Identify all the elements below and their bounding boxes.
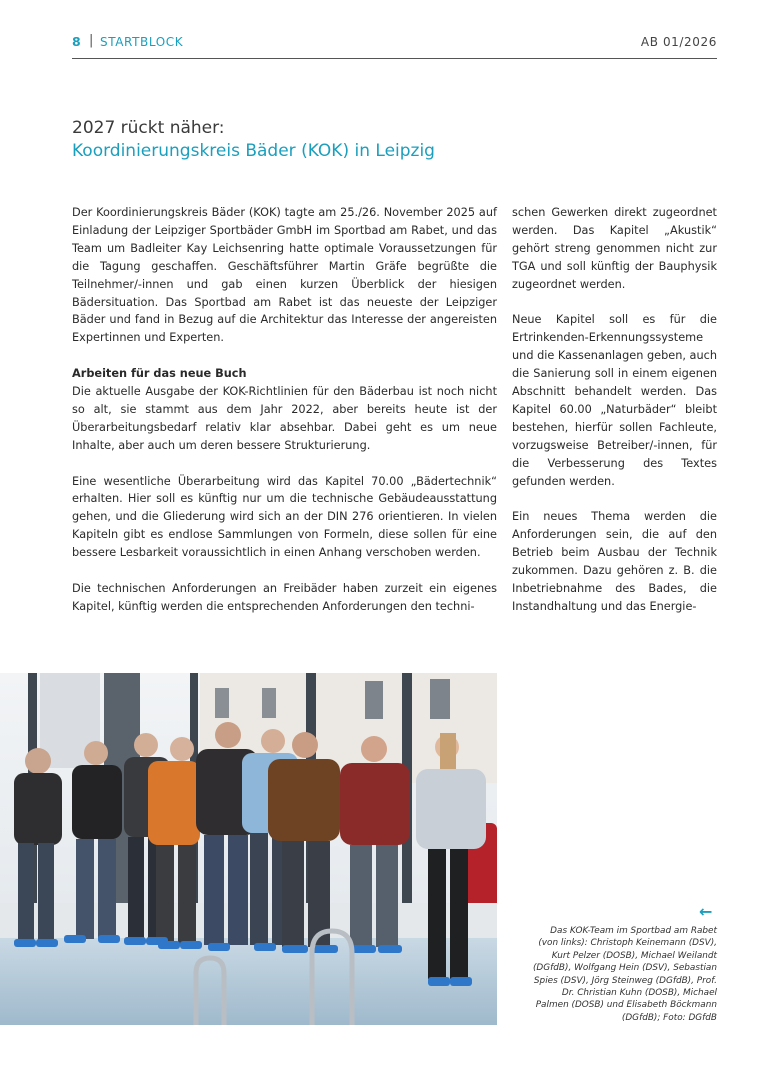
section-label: STARTBLOCK (100, 35, 184, 49)
paragraph: Ein neues Thema werden die Anforderungen sein, die auf den Betrieb beim Ausbau der Technik zukommen. Dazu gehören z. B. die Inbetriebnahme des Bades, die Instandhaltung und das Energie- (512, 510, 717, 613)
paragraph: Neue Kapitel soll es für die Ertrinkenden-Erkennungssysteme und die Kassenanlagen geben, auch die Sanierung soll in einem eigenen Abschnitt behandelt werden. Das Kapitel 60.00 „Naturbäder“ bleibt bestehen, hierfür sollen Fachleute, vorzugsweise Betreiber/-innen, für die Verbesserung des Textes gefunden werden. (512, 313, 717, 488)
photo-caption: Das KOK-Team im Sportbad am Rabet (von links): Christoph Keinemann (DSV), Kurt Pelzer (DOSB), Michael Weilandt (DGfdB), Wolfgang Hein (DSV), Sebastian Spies (DSV), Jörg Steinweg (DGfdB), Prof. Dr. Christian Kuhn (DOSB), Michael Palmen (DOSB) und Elisabeth Böckmann (DGfdB); Foto: DGfdB (532, 926, 717, 1023)
paragraph: Der Koordinierungskreis Bäder (KOK) tagte am 25./26. November 2025 auf Einladung der Leipziger Sportbäder GmbH im Sportbad am Rabet, und das Team um Badleiter Kay Leichsenring hatte optimale Voraussetzungen für die Tagung geschaffen. Geschäftsführer Martin Gräfe begrüßte die Teilnehmer/-innen und gab einen kurzen Überblick der hiesigen Bädersituation. Das Sportbad am Rabet ist das neueste der Leipziger Bäder und fand in Bezug auf die Architektur das Interesse der angereisten Expertinnen und Experten. (72, 206, 497, 345)
page-number: 8 (72, 34, 82, 49)
paragraph: Die technischen Anforderungen an Freibäder haben zurzeit ein eigenes Kapitel, künftig werden die entsprechenden Anforderungen den techni- (72, 581, 497, 613)
article-title: Koordinierungskreis Bäder (KOK) in Leipzig (72, 141, 435, 161)
page-header (72, 34, 717, 59)
body-column-left (72, 204, 497, 634)
subheading: Arbeiten für das neue Buch (72, 367, 247, 381)
team-photo (0, 673, 497, 1025)
header-separator: | (89, 33, 94, 48)
paragraph: schen Gewerken direkt zugeordnet werden. Das Kapitel „Akustik“ gehört streng genommen nicht zur TGA und soll künftig der Bauphysik zugeordnet werden. (512, 206, 717, 291)
caption-arrow-icon: ← (699, 902, 713, 921)
article-kicker: 2027 rückt näher: (72, 118, 225, 138)
body-column-right (512, 204, 717, 634)
paragraph: Eine wesentliche Überarbeitung wird das Kapitel 70.00 „Bädertechnik“ erhalten. Hier soll es künftig nur um die technische Gebäudeausstattung gehen, und die Gliederung wird sich an der DIN 276 orientieren. In vielen Kapiteln gibt es endlose Sammlungen von Formeln, diese sollen für eine bessere Lesbarkeit voraussichtlich in einen Anhang verschoben werden. (72, 474, 497, 560)
issue-label: AB 01/2026 (640, 35, 717, 49)
paragraph: Die aktuelle Ausgabe der KOK-Richtlinien für den Bäderbau ist noch nicht so alt, sie stammt aus dem Jahr 2022, aber bereits heute ist der Überarbeitungsbedarf relativ klar absehbar. Dabei geht es um neue Inhalte, aber auch um deren bessere Strukturierung. (72, 385, 497, 452)
